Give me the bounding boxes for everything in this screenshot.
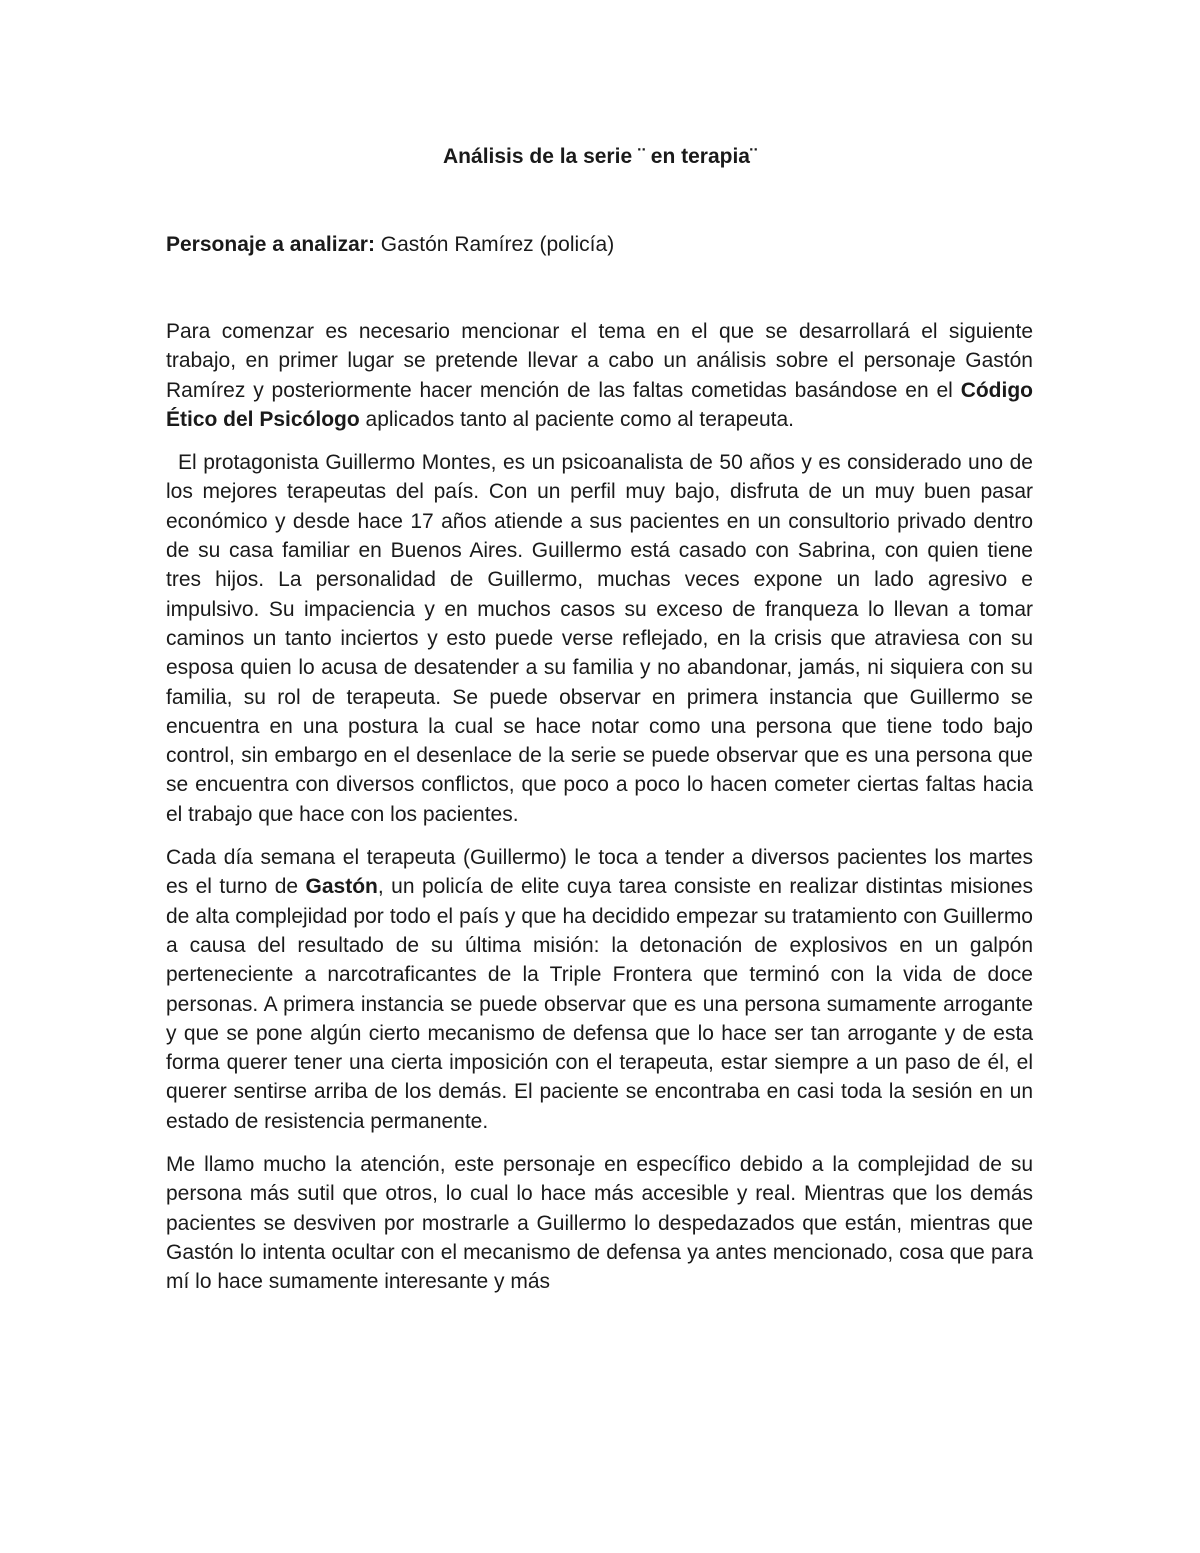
paragraph-protagonist: El protagonista Guillermo Montes, es un psicoanalista de 50 años y es considerado uno de los mejores terapeutas del país. Con un perfil muy bajo, disfruta de un muy buen pasar económico y desde hace 17 años atiende a sus pacientes en un consultorio privado dentro de su casa familiar en Buenos Aires. Guillermo está casado con Sabrina, con quien tiene tres hijos. La personalidad de Guillermo, muchas veces expone un lado agresivo e impulsivo. Su impaciencia y en muchos casos su exceso de franqueza lo llevan a tomar caminos un tanto inciertos y esto puede verse reflejado, en la crisis que atraviesa con su esposa quien lo acusa de desatender a su familia y no abandonar, jamás, ni siquiera con su familia, su rol de terapeuta. Se puede observar en primera instancia que Guillermo se encuentra en una postura la cual se hace notar como una persona que tiene todo bajo control, sin embargo en el desenlace de la serie se puede observar que es una persona que se encuentra con diversos conflictos, que poco a poco lo hacen cometer ciertas faltas hacia el trabajo que hace con los pacientes.	[166, 451, 1033, 826]
paragraph-intro-text-b: aplicados tanto al paciente como al terapeuta.	[359, 407, 794, 431]
paragraph-intro-text-a: Para comenzar es necesario mencionar el tema en el que se desarrollará el siguiente trabajo, en primer lugar se pretende llevar a cabo un análisis sobre el personaje Gastón Ramírez y posteriormente hacer mención de las faltas cometidas basándose en el	[166, 320, 1033, 402]
paragraph-gaston	[166, 843, 1033, 1136]
paragraph-attention: Me llamo mucho la atención, este personaje en específico debido a la complejidad de su persona más sutil que otros, lo cual lo hace más accesible y real. Mientras que los demás pacientes se desviven por mostrarle a Guillermo lo despedazados que están, mientras que Gastón lo intenta ocultar con el mecanismo de defensa ya antes mencionado, cosa que para mí lo hace sumamente interesante y más	[166, 1153, 1033, 1294]
paragraph-intro	[166, 317, 1033, 434]
paragraph-gaston-text-a: Cada día semana el terapeuta (Guillermo) le toca a tender a diversos pacientes los martes es el turno de	[166, 846, 1033, 899]
paragraph-intro-bold: Código Ético del Psicólogo	[166, 378, 1033, 431]
character-label: Personaje a analizar:	[166, 233, 375, 256]
character-line	[166, 231, 1036, 259]
paragraph-gaston-text-b: , un policía de elite cuya tarea consiste en realizar distintas misiones de alta complejidad por todo el país y que ha decidido empezar su tratamiento con Guillermo a causa del resultado de su última misión: la detonación de explosivos en un galpón perteneciente a narcotraficantes de la Triple Frontera que terminó con la vida de doce personas. A primera instancia se puede observar que es una persona sumamente arrogante y que se pone algún cierto mecanismo de defensa que lo hace ser tan arrogante y de esta forma querer tener una cierta imposición con el terapeuta, estar siempre a un paso de él, el querer sentirse arriba de los demás. El paciente se encontraba en casi toda la sesión en un estado de resistencia permanente.	[166, 875, 1033, 1133]
character-value: Gastón Ramírez (policía)	[374, 233, 615, 256]
paragraph-gaston-bold: Gastón	[305, 875, 378, 899]
document-title: Análisis de la serie ¨ en terapia¨	[443, 145, 757, 168]
document-body	[166, 317, 1033, 1311]
